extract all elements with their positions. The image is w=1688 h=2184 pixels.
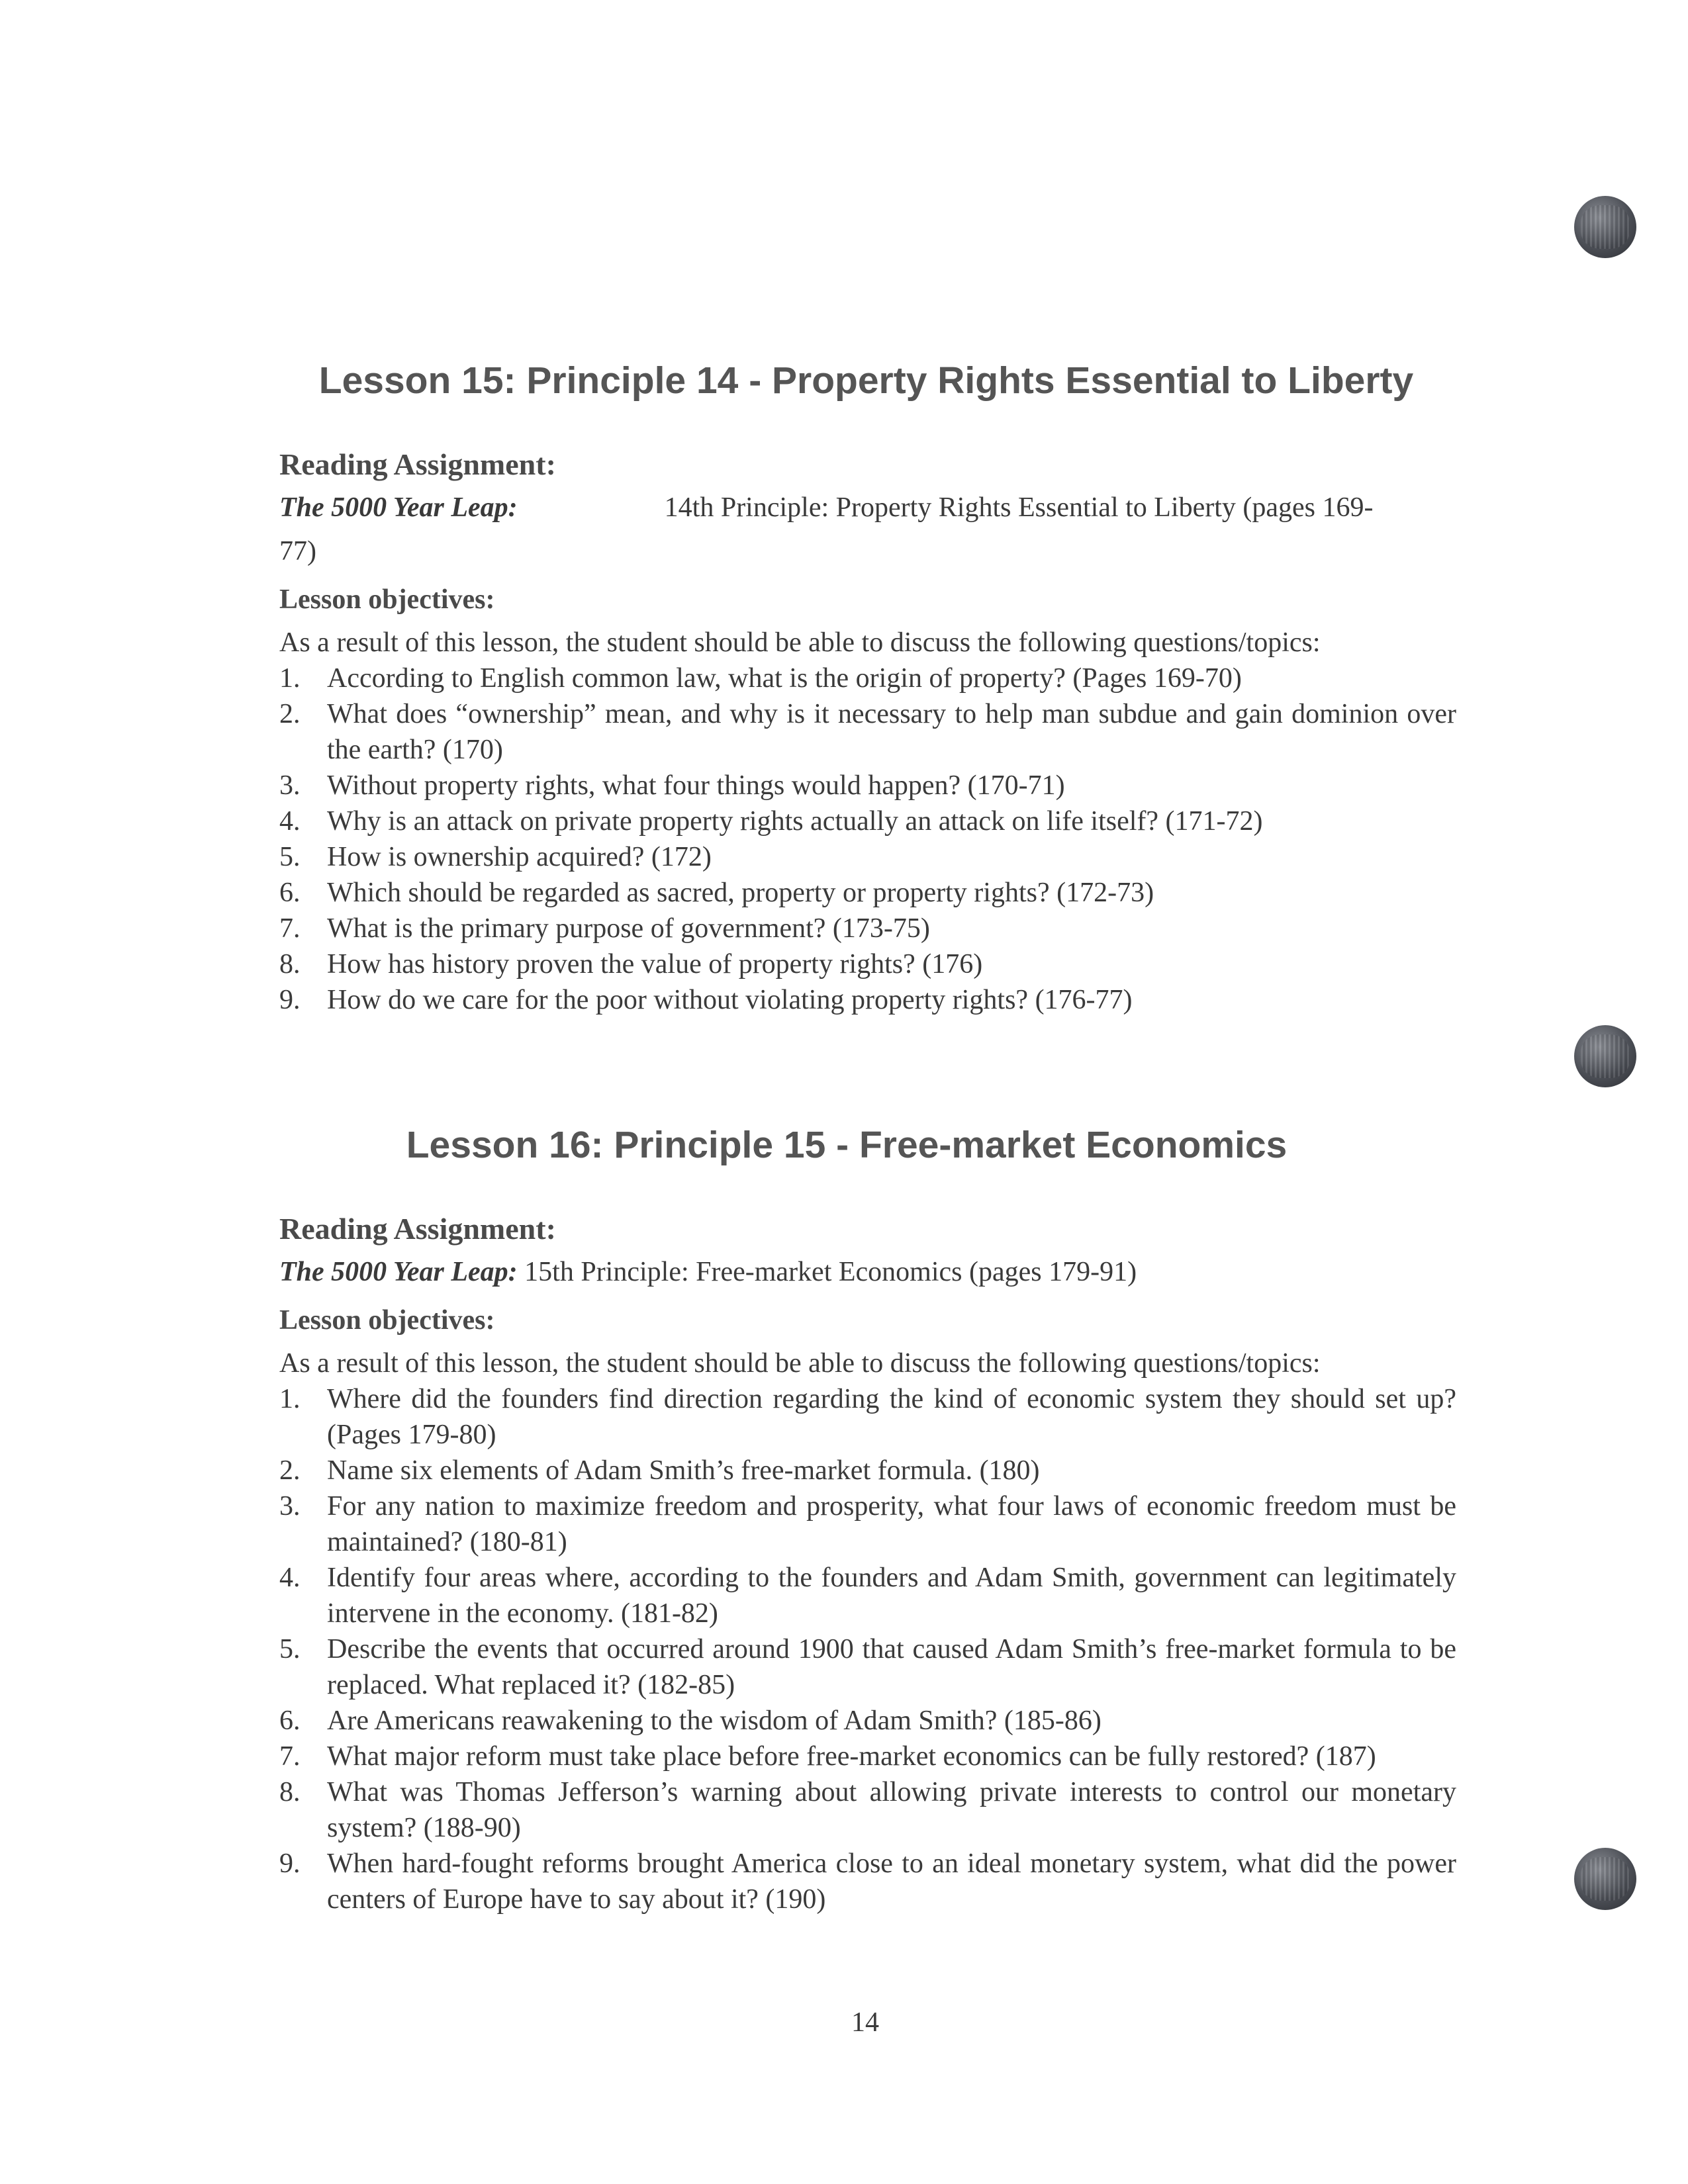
list-item (279, 1453, 1456, 1488)
item-text: What major reform must take place before free-market economics can be fully restored? (187) (327, 1741, 1376, 1772)
item-number: 1. (279, 1384, 301, 1414)
item-number: 7. (279, 913, 301, 944)
item-number: 7. (279, 1741, 301, 1772)
item-text: How do we care for the poor without violating property rights? (176-77) (327, 985, 1133, 1015)
lesson-objectives-heading: Lesson objectives: (279, 584, 495, 615)
lesson-16-body (279, 1208, 1456, 1917)
item-number: 8. (279, 949, 301, 979)
list-item (279, 660, 1456, 696)
objectives-list (279, 660, 1456, 1018)
item-number: 4. (279, 806, 301, 837)
list-item (279, 839, 1456, 875)
list-item (279, 911, 1456, 946)
list-item (279, 1560, 1456, 1631)
reading-assignment-heading: Reading Assignment: (279, 447, 556, 481)
list-item (279, 1488, 1456, 1560)
item-text: Which should be regarded as sacred, property or property rights? (172-73) (327, 878, 1154, 908)
lesson-16-section (0, 1118, 1688, 1915)
item-text: For any nation to maximize freedom and prosperity, what four laws of economic freedom must be maintained? (180-81) (327, 1491, 1456, 1557)
item-text: Identify four areas where, according to the founders and Adam Smith, government can legitimately intervene in the economy. (181-82) (327, 1563, 1456, 1629)
item-text: Are Americans reawakening to the wisdom of Adam Smith? (185-86) (327, 1706, 1102, 1736)
objectives-intro: As a result of this lesson, the student should be able to discuss the following questions/topics: (279, 627, 1321, 658)
list-item (279, 982, 1456, 1018)
item-number: 5. (279, 1634, 301, 1664)
item-number: 9. (279, 1848, 301, 1879)
binder-hole-bottom (1574, 1848, 1636, 1910)
lesson-15-title: Lesson 15: Principle 14 - Property Rights Essential to Liberty (318, 359, 1414, 402)
list-item (279, 946, 1456, 982)
item-text: What was Thomas Jefferson’s warning about allowing private interests to control our monetary system? (188-90) (327, 1777, 1456, 1843)
lesson-16-title: Lesson 16: Principle 15 - Free-market Economics (406, 1124, 1288, 1166)
list-item (279, 1703, 1456, 1739)
item-text: How is ownership acquired? (172) (327, 842, 712, 872)
lesson-15-section (0, 354, 1688, 1015)
objectives-list (279, 1381, 1456, 1917)
lesson-objectives-heading: Lesson objectives: (279, 1305, 495, 1336)
item-number: 2. (279, 1455, 301, 1486)
list-item (279, 768, 1456, 803)
list-item (279, 1739, 1456, 1774)
item-text: According to English common law, what is the origin of property? (Pages 169-70) (327, 663, 1242, 694)
item-number: 1. (279, 663, 301, 694)
list-item (279, 696, 1456, 768)
book-title: The 5000 Year Leap: (279, 1257, 518, 1287)
book-title: The 5000 Year Leap: (279, 492, 518, 523)
item-text: Why is an attack on private property rights actually an attack on life itself? (171-72) (327, 806, 1263, 837)
item-text: When hard-fought reforms brought America close to an ideal monetary system, what did the power centers of Europe have to say about it? (190) (327, 1848, 1456, 1915)
list-item (279, 1381, 1456, 1453)
reading-assignment-line (279, 486, 1456, 529)
item-text: Where did the founders find direction regarding the kind of economic system they should set up? (Pages 179-80) (327, 1384, 1456, 1450)
item-number: 3. (279, 1491, 301, 1522)
objectives-intro: As a result of this lesson, the student should be able to discuss the following questions/topics: (279, 1348, 1321, 1379)
item-number: 6. (279, 1706, 301, 1736)
list-item (279, 803, 1456, 839)
list-item (279, 875, 1456, 911)
reading-assignment-line (279, 1250, 1456, 1294)
item-text: Name six elements of Adam Smith’s free-market formula. (180) (327, 1455, 1040, 1486)
item-number: 5. (279, 842, 301, 872)
page-number: 14 (851, 2007, 879, 2038)
lesson-15-body (279, 443, 1456, 1018)
item-text: How has history proven the value of property rights? (176) (327, 949, 983, 979)
item-number: 2. (279, 699, 301, 729)
list-item (279, 1846, 1456, 1917)
item-text: What is the primary purpose of government? (173-75) (327, 913, 930, 944)
list-item (279, 1631, 1456, 1703)
reading-assignment-continuation: 77) (279, 536, 316, 567)
item-text: Without property rights, what four things would happen? (170-71) (327, 770, 1065, 801)
item-number: 8. (279, 1777, 301, 1807)
list-item (279, 1774, 1456, 1846)
reading-assignment-heading: Reading Assignment: (279, 1212, 556, 1246)
binder-hole-middle (1574, 1025, 1636, 1087)
item-number: 6. (279, 878, 301, 908)
item-number: 4. (279, 1563, 301, 1593)
item-number: 9. (279, 985, 301, 1015)
item-number: 3. (279, 770, 301, 801)
item-text: Describe the events that occurred around 1900 that caused Adam Smith’s free-market formula to be replaced. What replaced it? (182-85) (327, 1634, 1456, 1700)
reading-assignment-text: 14th Principle: Property Rights Essential to Liberty (pages 169- (664, 492, 1374, 523)
item-text: What does “ownership” mean, and why is it necessary to help man subdue and gain dominion over the earth? (170) (327, 699, 1456, 765)
binder-hole-top (1574, 196, 1636, 258)
reading-assignment-text: 15th Principle: Free-market Economics (pages 179-91) (517, 1257, 1137, 1287)
